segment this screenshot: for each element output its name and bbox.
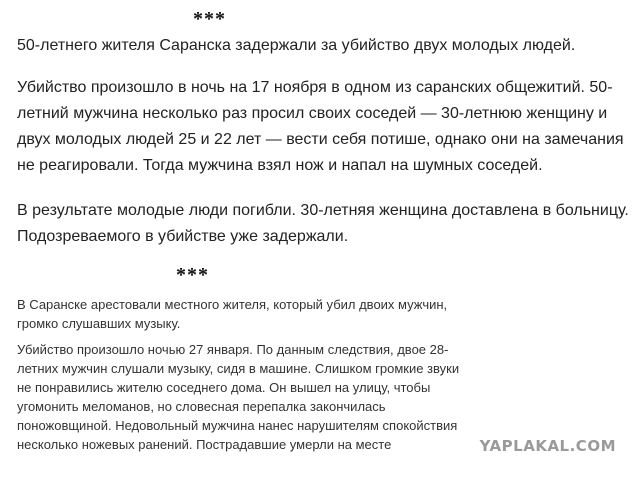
separator-2: ***: [176, 264, 209, 286]
article1-paragraph-1: Убийство произошло в ночь на 17 ноября в одном из саранских общежитий. 50-летний мужчина несколько раз просил своих соседей — 30-летнюю женщину и двух молодых людей 25 и 22 лет — вести себя потише, однако они на замечания не реагировали. Тогда мужчина взял нож и напал на шумных соседей.: [17, 79, 624, 174]
article2-headline: В Саранске арестовали местного жителя, который убил двоих мужчин, громко слушавших музыку.: [17, 297, 448, 331]
article1-paragraph-2: В результате молодые люди погибли. 30-летняя женщина доставлена в больницу. Подозреваемого в убийстве уже задержали.: [17, 202, 629, 245]
article1-headline: 50-летнего жителя Саранска задержали за убийство двух молодых людей.: [17, 37, 576, 54]
separator-1: ***: [193, 8, 226, 30]
article2-paragraph-1: Убийство произошло ночью 27 января. По данным следствия, двое 28-летних мужчин слушали музыку, сидя в машине. Слишком громкие звуки не понравились жителю соседнего дома. Он вышел на улицу, чтобы угомонить меломанов, но словесная перепалка закончилась поножовщиной. Недовольный мужчина нанес нарушителям спокойствия несколько ножевых ранений. Пострадавшие умерли на месте: [17, 342, 460, 452]
site-watermark: YAPLAKAL.COM: [479, 437, 616, 455]
